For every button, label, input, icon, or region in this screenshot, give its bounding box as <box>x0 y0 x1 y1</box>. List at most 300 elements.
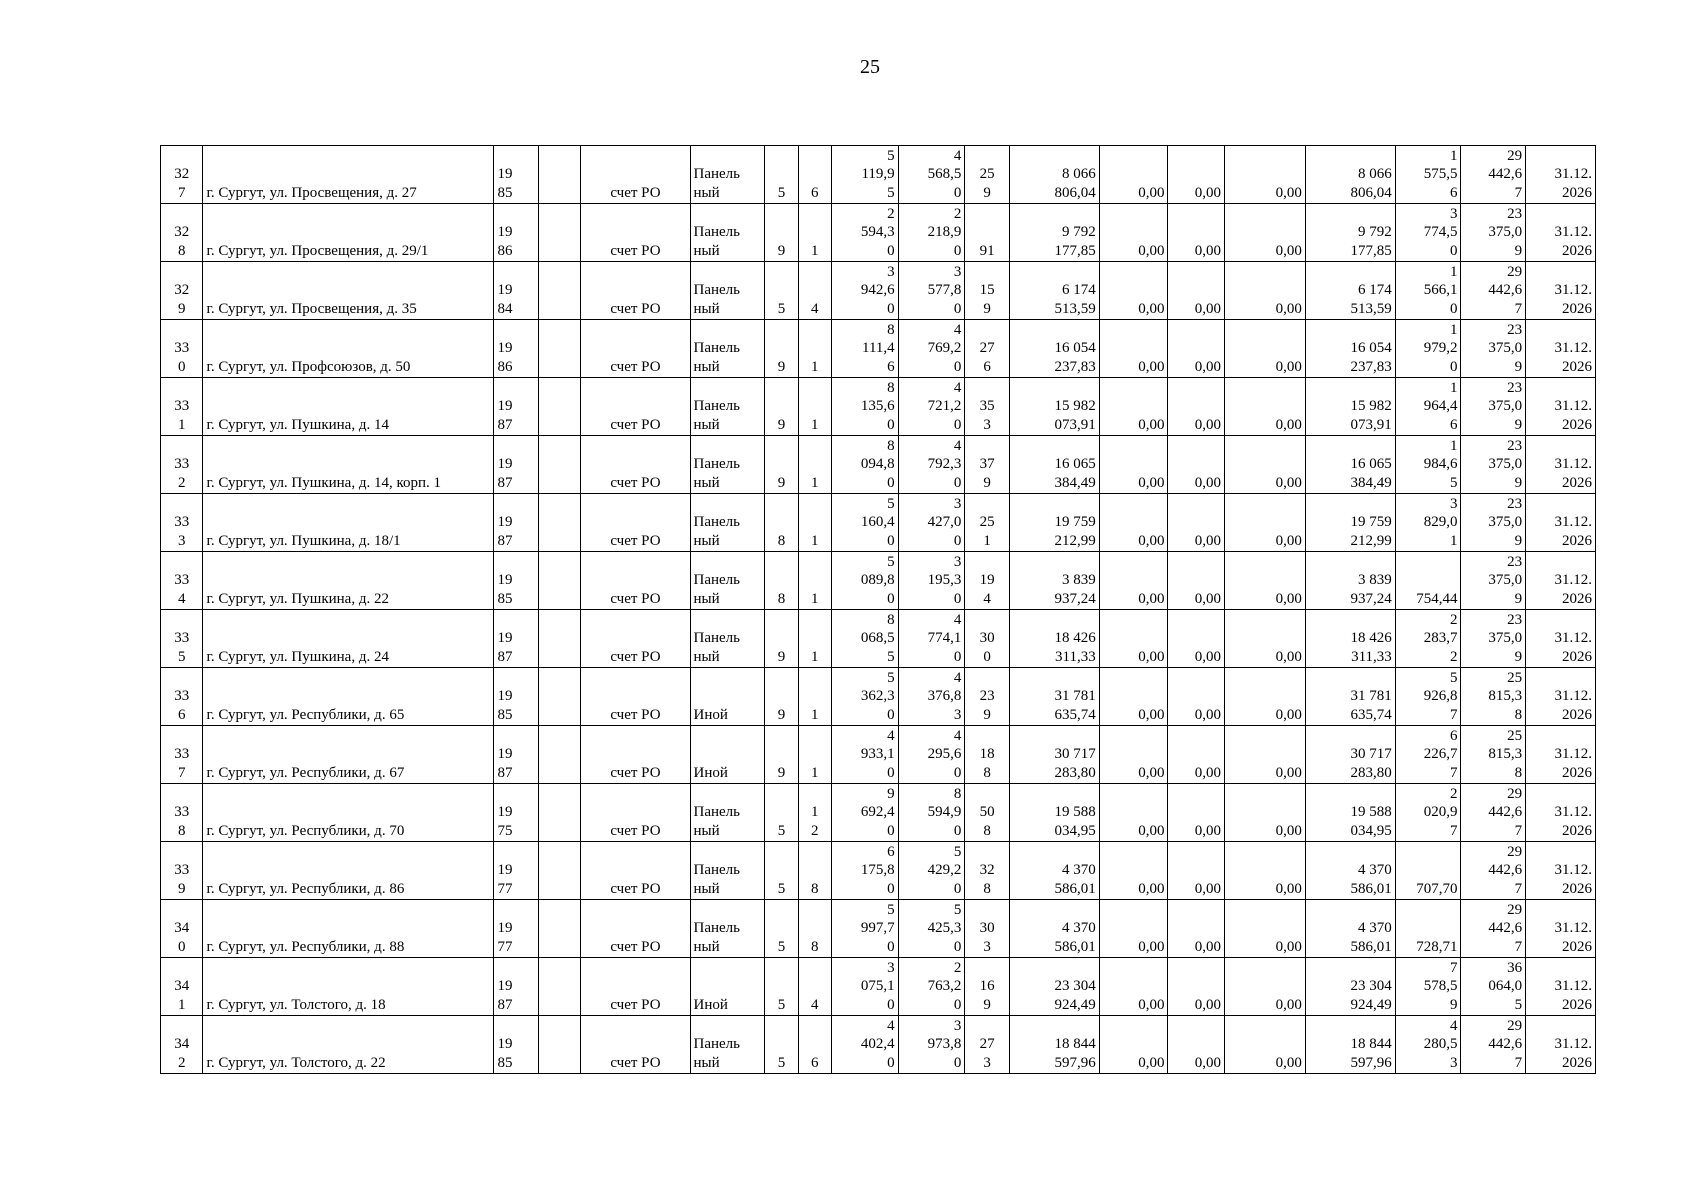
year-cell: 19 85 <box>494 1016 538 1074</box>
row-number: 33 7 <box>161 726 203 784</box>
unit-cost-cell: 4 280,5 3 <box>1395 1016 1461 1074</box>
fund-method-cell: счет РО <box>581 842 690 900</box>
municipal-cost-cell: 0,00 <box>1225 784 1306 842</box>
year-cell: 19 87 <box>494 378 538 436</box>
limit-cost-cell: 36 064,0 5 <box>1461 958 1526 1016</box>
fund-cost-cell: 0,00 <box>1099 784 1168 842</box>
total-cost-cell: 4 370 586,01 <box>1009 842 1099 900</box>
entrances-cell: 8 <box>798 900 831 958</box>
page-number: 25 <box>860 56 880 78</box>
address-cell: г. Сургут, ул. Профсоюзов, д. 50 <box>203 320 494 378</box>
deadline-cell: 31.12. 2026 <box>1526 958 1596 1016</box>
address-cell: г. Сургут, ул. Пушкина, д. 18/1 <box>203 494 494 552</box>
wall-material-cell: Панель ный <box>690 552 765 610</box>
limit-cost-cell: 29 442,6 7 <box>1461 900 1526 958</box>
empty-cell <box>538 436 580 494</box>
limit-cost-cell: 23 375,0 9 <box>1461 320 1526 378</box>
living-area-cell: 5 429,2 0 <box>898 842 965 900</box>
deadline-cell: 31.12. 2026 <box>1526 842 1596 900</box>
table-row <box>161 842 1596 900</box>
region-cost-cell: 0,00 <box>1168 1016 1225 1074</box>
wall-material-cell: Панель ный <box>690 610 765 668</box>
unit-cost-cell: 2 283,7 2 <box>1395 610 1461 668</box>
wall-material-cell: Панель ный <box>690 842 765 900</box>
fund-method-cell: счет РО <box>581 958 690 1016</box>
limit-cost-cell: 23 375,0 9 <box>1461 552 1526 610</box>
limit-cost-cell: 23 375,0 9 <box>1461 436 1526 494</box>
total-cost-cell: 19 759 212,99 <box>1009 494 1099 552</box>
wall-material-cell: Панель ный <box>690 320 765 378</box>
fund-cost-cell: 0,00 <box>1099 146 1168 204</box>
total-cost-cell: 23 304 924,49 <box>1009 958 1099 1016</box>
residents-cell: 35 3 <box>965 378 1009 436</box>
region-cost-cell: 0,00 <box>1168 726 1225 784</box>
municipal-cost-cell: 0,00 <box>1225 610 1306 668</box>
year-cell: 19 85 <box>494 146 538 204</box>
residents-cell: 37 9 <box>965 436 1009 494</box>
deadline-cell: 31.12. 2026 <box>1526 320 1596 378</box>
fund-method-cell: счет РО <box>581 726 690 784</box>
total-cost-cell: 18 844 597,96 <box>1009 1016 1099 1074</box>
row-number: 33 4 <box>161 552 203 610</box>
wall-material-cell: Иной <box>690 958 765 1016</box>
row-number: 32 7 <box>161 146 203 204</box>
owners-cost-cell: 19 759 212,99 <box>1305 494 1395 552</box>
owners-cost-cell: 18 426 311,33 <box>1305 610 1395 668</box>
owners-cost-cell: 18 844 597,96 <box>1305 1016 1395 1074</box>
owners-cost-cell: 16 054 237,83 <box>1305 320 1395 378</box>
living-area-cell: 3 195,3 0 <box>898 552 965 610</box>
deadline-cell: 31.12. 2026 <box>1526 552 1596 610</box>
living-area-cell: 4 769,2 0 <box>898 320 965 378</box>
region-cost-cell: 0,00 <box>1168 842 1225 900</box>
residents-cell: 27 3 <box>965 1016 1009 1074</box>
entrances-cell: 8 <box>798 842 831 900</box>
empty-cell <box>538 552 580 610</box>
municipal-cost-cell: 0,00 <box>1225 668 1306 726</box>
unit-cost-cell: 728,71 <box>1395 900 1461 958</box>
limit-cost-cell: 29 442,6 7 <box>1461 842 1526 900</box>
owners-cost-cell: 3 839 937,24 <box>1305 552 1395 610</box>
table-row <box>161 494 1596 552</box>
address-cell: г. Сургут, ул. Просвещения, д. 29/1 <box>203 204 494 262</box>
total-cost-cell: 6 174 513,59 <box>1009 262 1099 320</box>
total-cost-cell: 16 065 384,49 <box>1009 436 1099 494</box>
address-cell: г. Сургут, ул. Просвещения, д. 35 <box>203 262 494 320</box>
municipal-cost-cell: 0,00 <box>1225 900 1306 958</box>
living-area-cell: 3 577,8 0 <box>898 262 965 320</box>
table-row <box>161 320 1596 378</box>
deadline-cell: 31.12. 2026 <box>1526 726 1596 784</box>
floors-cell: 9 <box>765 204 798 262</box>
total-cost-cell: 9 792 177,85 <box>1009 204 1099 262</box>
row-number: 32 8 <box>161 204 203 262</box>
municipal-cost-cell: 0,00 <box>1225 958 1306 1016</box>
year-cell: 19 87 <box>494 958 538 1016</box>
residents-cell: 23 9 <box>965 668 1009 726</box>
total-area-cell: 4 402,4 0 <box>831 1016 898 1074</box>
row-number: 33 8 <box>161 784 203 842</box>
row-number: 33 1 <box>161 378 203 436</box>
unit-cost-cell: 1 984,6 5 <box>1395 436 1461 494</box>
table-row <box>161 146 1596 204</box>
row-number: 34 2 <box>161 1016 203 1074</box>
floors-cell: 5 <box>765 842 798 900</box>
unit-cost-cell: 1 575,5 6 <box>1395 146 1461 204</box>
owners-cost-cell: 6 174 513,59 <box>1305 262 1395 320</box>
row-number: 33 3 <box>161 494 203 552</box>
limit-cost-cell: 23 375,0 9 <box>1461 494 1526 552</box>
total-area-cell: 4 933,1 0 <box>831 726 898 784</box>
empty-cell <box>538 204 580 262</box>
limit-cost-cell: 29 442,6 7 <box>1461 146 1526 204</box>
total-cost-cell: 31 781 635,74 <box>1009 668 1099 726</box>
fund-cost-cell: 0,00 <box>1099 320 1168 378</box>
unit-cost-cell: 707,70 <box>1395 842 1461 900</box>
total-cost-cell: 15 982 073,91 <box>1009 378 1099 436</box>
unit-cost-cell: 6 226,7 7 <box>1395 726 1461 784</box>
deadline-cell: 31.12. 2026 <box>1526 610 1596 668</box>
table-row <box>161 900 1596 958</box>
fund-method-cell: счет РО <box>581 204 690 262</box>
residents-cell: 27 6 <box>965 320 1009 378</box>
year-cell: 19 87 <box>494 726 538 784</box>
fund-cost-cell: 0,00 <box>1099 610 1168 668</box>
year-cell: 19 77 <box>494 900 538 958</box>
fund-cost-cell: 0,00 <box>1099 1016 1168 1074</box>
wall-material-cell: Панель ный <box>690 378 765 436</box>
address-cell: г. Сургут, ул. Республики, д. 67 <box>203 726 494 784</box>
row-number: 32 9 <box>161 262 203 320</box>
deadline-cell: 31.12. 2026 <box>1526 378 1596 436</box>
empty-cell <box>538 494 580 552</box>
deadline-cell: 31.12. 2026 <box>1526 204 1596 262</box>
region-cost-cell: 0,00 <box>1168 668 1225 726</box>
wall-material-cell: Иной <box>690 726 765 784</box>
fund-cost-cell: 0,00 <box>1099 262 1168 320</box>
total-cost-cell: 16 054 237,83 <box>1009 320 1099 378</box>
empty-cell <box>538 900 580 958</box>
empty-cell <box>538 784 580 842</box>
empty-cell <box>538 378 580 436</box>
total-cost-cell: 4 370 586,01 <box>1009 900 1099 958</box>
municipal-cost-cell: 0,00 <box>1225 842 1306 900</box>
empty-cell <box>538 146 580 204</box>
entrances-cell: 1 <box>798 552 831 610</box>
municipal-cost-cell: 0,00 <box>1225 726 1306 784</box>
entrances-cell: 1 <box>798 436 831 494</box>
fund-cost-cell: 0,00 <box>1099 436 1168 494</box>
total-cost-cell: 30 717 283,80 <box>1009 726 1099 784</box>
fund-method-cell: счет РО <box>581 668 690 726</box>
table-body <box>161 146 1596 1074</box>
year-cell: 19 85 <box>494 668 538 726</box>
wall-material-cell: Панель ный <box>690 494 765 552</box>
row-number: 33 2 <box>161 436 203 494</box>
living-area-cell: 2 218,9 0 <box>898 204 965 262</box>
floors-cell: 5 <box>765 900 798 958</box>
total-cost-cell: 3 839 937,24 <box>1009 552 1099 610</box>
limit-cost-cell: 29 442,6 7 <box>1461 784 1526 842</box>
entrances-cell: 4 <box>798 262 831 320</box>
empty-cell <box>538 668 580 726</box>
residents-cell: 25 1 <box>965 494 1009 552</box>
unit-cost-cell: 1 979,2 0 <box>1395 320 1461 378</box>
fund-method-cell: счет РО <box>581 610 690 668</box>
limit-cost-cell: 23 375,0 9 <box>1461 204 1526 262</box>
floors-cell: 5 <box>765 784 798 842</box>
row-number: 33 6 <box>161 668 203 726</box>
limit-cost-cell: 29 442,6 7 <box>1461 262 1526 320</box>
row-number: 34 1 <box>161 958 203 1016</box>
region-cost-cell: 0,00 <box>1168 900 1225 958</box>
municipal-cost-cell: 0,00 <box>1225 1016 1306 1074</box>
total-area-cell: 5 089,8 0 <box>831 552 898 610</box>
floors-cell: 5 <box>765 1016 798 1074</box>
address-cell: г. Сургут, ул. Пушкина, д. 14 <box>203 378 494 436</box>
row-number: 33 5 <box>161 610 203 668</box>
entrances-cell: 1 <box>798 668 831 726</box>
year-cell: 19 84 <box>494 262 538 320</box>
total-cost-cell: 19 588 034,95 <box>1009 784 1099 842</box>
limit-cost-cell: 29 442,6 7 <box>1461 1016 1526 1074</box>
floors-cell: 9 <box>765 436 798 494</box>
unit-cost-cell: 3 774,5 0 <box>1395 204 1461 262</box>
deadline-cell: 31.12. 2026 <box>1526 900 1596 958</box>
living-area-cell: 4 792,3 0 <box>898 436 965 494</box>
empty-cell <box>538 610 580 668</box>
living-area-cell: 2 763,2 0 <box>898 958 965 1016</box>
owners-cost-cell: 23 304 924,49 <box>1305 958 1395 1016</box>
total-area-cell: 8 135,6 0 <box>831 378 898 436</box>
total-area-cell: 2 594,3 0 <box>831 204 898 262</box>
table-row <box>161 958 1596 1016</box>
region-cost-cell: 0,00 <box>1168 436 1225 494</box>
municipal-cost-cell: 0,00 <box>1225 320 1306 378</box>
living-area-cell: 5 425,3 0 <box>898 900 965 958</box>
year-cell: 19 85 <box>494 552 538 610</box>
row-number: 33 0 <box>161 320 203 378</box>
owners-cost-cell: 15 982 073,91 <box>1305 378 1395 436</box>
address-cell: г. Сургут, ул. Пушкина, д. 22 <box>203 552 494 610</box>
address-cell: г. Сургут, ул. Республики, д. 86 <box>203 842 494 900</box>
total-area-cell: 3 075,1 0 <box>831 958 898 1016</box>
region-cost-cell: 0,00 <box>1168 262 1225 320</box>
floors-cell: 9 <box>765 378 798 436</box>
year-cell: 19 77 <box>494 842 538 900</box>
fund-cost-cell: 0,00 <box>1099 900 1168 958</box>
address-cell: г. Сургут, ул. Просвещения, д. 27 <box>203 146 494 204</box>
address-cell: г. Сургут, ул. Толстого, д. 18 <box>203 958 494 1016</box>
limit-cost-cell: 23 375,0 9 <box>1461 378 1526 436</box>
housing-registry-table <box>160 145 1596 1074</box>
address-cell: г. Сургут, ул. Пушкина, д. 14, корп. 1 <box>203 436 494 494</box>
table-row <box>161 668 1596 726</box>
living-area-cell: 3 427,0 0 <box>898 494 965 552</box>
fund-cost-cell: 0,00 <box>1099 842 1168 900</box>
table-row <box>161 1016 1596 1074</box>
empty-cell <box>538 1016 580 1074</box>
region-cost-cell: 0,00 <box>1168 784 1225 842</box>
owners-cost-cell: 19 588 034,95 <box>1305 784 1395 842</box>
total-cost-cell: 18 426 311,33 <box>1009 610 1099 668</box>
fund-method-cell: счет РО <box>581 436 690 494</box>
entrances-cell: 6 <box>798 1016 831 1074</box>
row-number: 33 9 <box>161 842 203 900</box>
floors-cell: 8 <box>765 494 798 552</box>
residents-cell: 30 3 <box>965 900 1009 958</box>
deadline-cell: 31.12. 2026 <box>1526 146 1596 204</box>
unit-cost-cell: 3 829,0 1 <box>1395 494 1461 552</box>
region-cost-cell: 0,00 <box>1168 610 1225 668</box>
region-cost-cell: 0,00 <box>1168 146 1225 204</box>
table-row <box>161 436 1596 494</box>
floors-cell: 8 <box>765 552 798 610</box>
living-area-cell: 8 594,9 0 <box>898 784 965 842</box>
municipal-cost-cell: 0,00 <box>1225 146 1306 204</box>
fund-cost-cell: 0,00 <box>1099 378 1168 436</box>
deadline-cell: 31.12. 2026 <box>1526 262 1596 320</box>
address-cell: г. Сургут, ул. Республики, д. 65 <box>203 668 494 726</box>
row-number: 34 0 <box>161 900 203 958</box>
wall-material-cell: Панель ный <box>690 146 765 204</box>
fund-method-cell: счет РО <box>581 262 690 320</box>
residents-cell: 16 9 <box>965 958 1009 1016</box>
entrances-cell: 4 <box>798 958 831 1016</box>
empty-cell <box>538 842 580 900</box>
year-cell: 19 86 <box>494 204 538 262</box>
living-area-cell: 4 376,8 3 <box>898 668 965 726</box>
fund-cost-cell: 0,00 <box>1099 958 1168 1016</box>
region-cost-cell: 0,00 <box>1168 320 1225 378</box>
wall-material-cell: Панель ный <box>690 204 765 262</box>
residents-cell: 19 4 <box>965 552 1009 610</box>
deadline-cell: 31.12. 2026 <box>1526 436 1596 494</box>
total-area-cell: 5 160,4 0 <box>831 494 898 552</box>
total-area-cell: 6 175,8 0 <box>831 842 898 900</box>
living-area-cell: 4 568,5 0 <box>898 146 965 204</box>
residents-cell: 25 9 <box>965 146 1009 204</box>
municipal-cost-cell: 0,00 <box>1225 378 1306 436</box>
entrances-cell: 1 <box>798 610 831 668</box>
year-cell: 19 87 <box>494 610 538 668</box>
total-area-cell: 9 692,4 0 <box>831 784 898 842</box>
table-row <box>161 610 1596 668</box>
fund-method-cell: счет РО <box>581 784 690 842</box>
table-row <box>161 378 1596 436</box>
fund-cost-cell: 0,00 <box>1099 494 1168 552</box>
residents-cell: 50 8 <box>965 784 1009 842</box>
municipal-cost-cell: 0,00 <box>1225 494 1306 552</box>
region-cost-cell: 0,00 <box>1168 378 1225 436</box>
total-area-cell: 8 068,5 5 <box>831 610 898 668</box>
fund-method-cell: счет РО <box>581 552 690 610</box>
municipal-cost-cell: 0,00 <box>1225 262 1306 320</box>
entrances-cell: 1 <box>798 320 831 378</box>
deadline-cell: 31.12. 2026 <box>1526 1016 1596 1074</box>
owners-cost-cell: 4 370 586,01 <box>1305 900 1395 958</box>
owners-cost-cell: 4 370 586,01 <box>1305 842 1395 900</box>
fund-cost-cell: 0,00 <box>1099 204 1168 262</box>
year-cell: 19 75 <box>494 784 538 842</box>
total-area-cell: 3 942,6 0 <box>831 262 898 320</box>
region-cost-cell: 0,00 <box>1168 958 1225 1016</box>
municipal-cost-cell: 0,00 <box>1225 552 1306 610</box>
entrances-cell: 1 <box>798 726 831 784</box>
limit-cost-cell: 23 375,0 9 <box>1461 610 1526 668</box>
region-cost-cell: 0,00 <box>1168 204 1225 262</box>
unit-cost-cell: 1 566,1 0 <box>1395 262 1461 320</box>
residents-cell: 18 8 <box>965 726 1009 784</box>
entrances-cell: 1 <box>798 378 831 436</box>
total-area-cell: 5 997,7 0 <box>831 900 898 958</box>
entrances-cell: 1 2 <box>798 784 831 842</box>
floors-cell: 9 <box>765 726 798 784</box>
table-row <box>161 784 1596 842</box>
unit-cost-cell: 1 964,4 6 <box>1395 378 1461 436</box>
owners-cost-cell: 31 781 635,74 <box>1305 668 1395 726</box>
year-cell: 19 87 <box>494 436 538 494</box>
fund-method-cell: счет РО <box>581 320 690 378</box>
unit-cost-cell: 5 926,8 7 <box>1395 668 1461 726</box>
table-row <box>161 726 1596 784</box>
residents-cell: 15 9 <box>965 262 1009 320</box>
total-cost-cell: 8 066 806,04 <box>1009 146 1099 204</box>
unit-cost-cell: 2 020,9 7 <box>1395 784 1461 842</box>
wall-material-cell: Панель ный <box>690 436 765 494</box>
table-row <box>161 552 1596 610</box>
limit-cost-cell: 25 815,3 8 <box>1461 726 1526 784</box>
year-cell: 19 87 <box>494 494 538 552</box>
fund-method-cell: счет РО <box>581 900 690 958</box>
total-area-cell: 8 111,4 6 <box>831 320 898 378</box>
entrances-cell: 6 <box>798 146 831 204</box>
fund-method-cell: счет РО <box>581 1016 690 1074</box>
fund-cost-cell: 0,00 <box>1099 552 1168 610</box>
total-area-cell: 5 119,9 5 <box>831 146 898 204</box>
fund-cost-cell: 0,00 <box>1099 726 1168 784</box>
fund-method-cell: счет РО <box>581 146 690 204</box>
limit-cost-cell: 25 815,3 8 <box>1461 668 1526 726</box>
residents-cell: 30 0 <box>965 610 1009 668</box>
deadline-cell: 31.12. 2026 <box>1526 494 1596 552</box>
empty-cell <box>538 320 580 378</box>
fund-cost-cell: 0,00 <box>1099 668 1168 726</box>
address-cell: г. Сургут, ул. Республики, д. 70 <box>203 784 494 842</box>
total-area-cell: 8 094,8 0 <box>831 436 898 494</box>
fund-method-cell: счет РО <box>581 378 690 436</box>
unit-cost-cell: 754,44 <box>1395 552 1461 610</box>
living-area-cell: 4 721,2 0 <box>898 378 965 436</box>
floors-cell: 5 <box>765 262 798 320</box>
total-area-cell: 5 362,3 0 <box>831 668 898 726</box>
address-cell: г. Сургут, ул. Толстого, д. 22 <box>203 1016 494 1074</box>
wall-material-cell: Панель ный <box>690 262 765 320</box>
living-area-cell: 4 295,6 0 <box>898 726 965 784</box>
residents-cell: 32 8 <box>965 842 1009 900</box>
deadline-cell: 31.12. 2026 <box>1526 668 1596 726</box>
unit-cost-cell: 7 578,5 9 <box>1395 958 1461 1016</box>
entrances-cell: 1 <box>798 204 831 262</box>
wall-material-cell: Панель ный <box>690 900 765 958</box>
municipal-cost-cell: 0,00 <box>1225 436 1306 494</box>
municipal-cost-cell: 0,00 <box>1225 204 1306 262</box>
year-cell: 19 86 <box>494 320 538 378</box>
entrances-cell: 1 <box>798 494 831 552</box>
table-row <box>161 262 1596 320</box>
living-area-cell: 4 774,1 0 <box>898 610 965 668</box>
wall-material-cell: Панель ный <box>690 784 765 842</box>
